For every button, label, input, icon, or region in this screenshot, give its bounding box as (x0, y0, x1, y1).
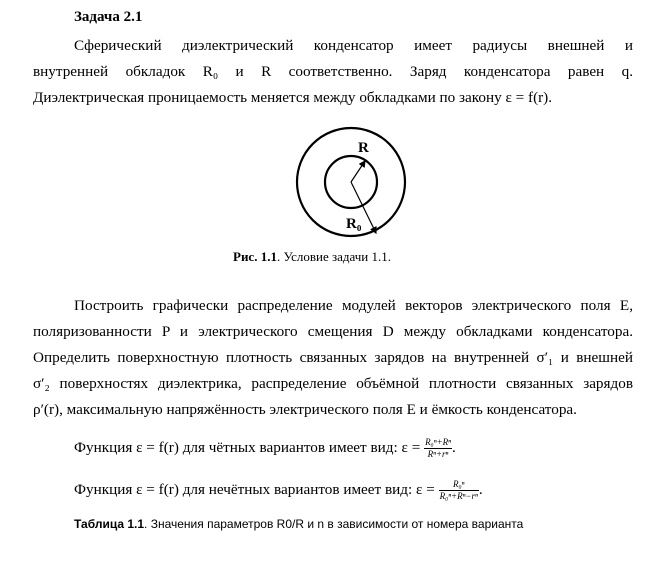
function-odd-denominator: R₀ⁿ+Rⁿ−rⁿ (439, 491, 478, 501)
function-even-end: . (451, 438, 456, 456)
label-R: R (358, 140, 369, 156)
capacitor-figure (280, 121, 430, 241)
table-caption (74, 517, 523, 531)
function-odd-fraction (439, 479, 479, 502)
radius-arrow-inner (351, 161, 365, 182)
intro-line-1: Сферический диэлектрический конденсатор имеет радиусы внешней и (74, 37, 633, 54)
task-line-2: поляризованности P и электрического смещения D между обкладками конденсатора. (33, 323, 633, 340)
figure-caption (233, 249, 391, 265)
function-odd (74, 479, 483, 502)
table-caption-text: . Значения параметров R0/R и n в зависимости от номера варианта (144, 517, 524, 531)
function-even-denominator: Rⁿ+rⁿ (427, 449, 449, 459)
function-odd-text: Функция ε = f(r) для нечётных вариантов имеет вид: ε = (74, 480, 435, 498)
function-even-numerator: R₀ⁿ+Rⁿ (425, 437, 451, 447)
task-line-1: Построить графически распределение модулей векторов электрического поля E, (74, 297, 633, 314)
intro-paragraph (33, 33, 633, 111)
function-even-text: Функция ε = f(r) для чётных вариантов имеет вид: ε = (74, 438, 421, 456)
function-even-fraction (424, 437, 452, 460)
intro-line-3: Диэлектрическая проницаемость меняется между обкладками по закону ε = f(r). (33, 89, 553, 106)
function-odd-numerator: R₀ⁿ (439, 479, 479, 491)
function-even (74, 437, 456, 460)
task-line-4: σ′₂ поверхностях диэлектрика, распределение объёмной плотности связанных зарядов (33, 375, 633, 392)
function-odd-end: . (478, 480, 483, 498)
label-R0: R₀ (346, 216, 362, 232)
figure-caption-text: . Условие задачи 1.1. (276, 249, 391, 264)
intro-line-2: внутренней обкладок R₀ и R соответственно. Заряд конденсатора равен q. (33, 63, 633, 80)
task-paragraph (33, 293, 633, 423)
task-line-3: Определить поверхностную плотность связанных зарядов на внутренней σ′₁ и внешней (33, 349, 633, 366)
task-line-5: ρ′(r), максимальную напряжённость электрического поля E и ёмкость конденсатора. (33, 401, 577, 418)
figure-caption-label: Рис. 1.1 (233, 249, 277, 264)
table-caption-label: Таблица 1.1 (74, 517, 145, 531)
problem-heading: Задача 2.1 (74, 9, 143, 25)
